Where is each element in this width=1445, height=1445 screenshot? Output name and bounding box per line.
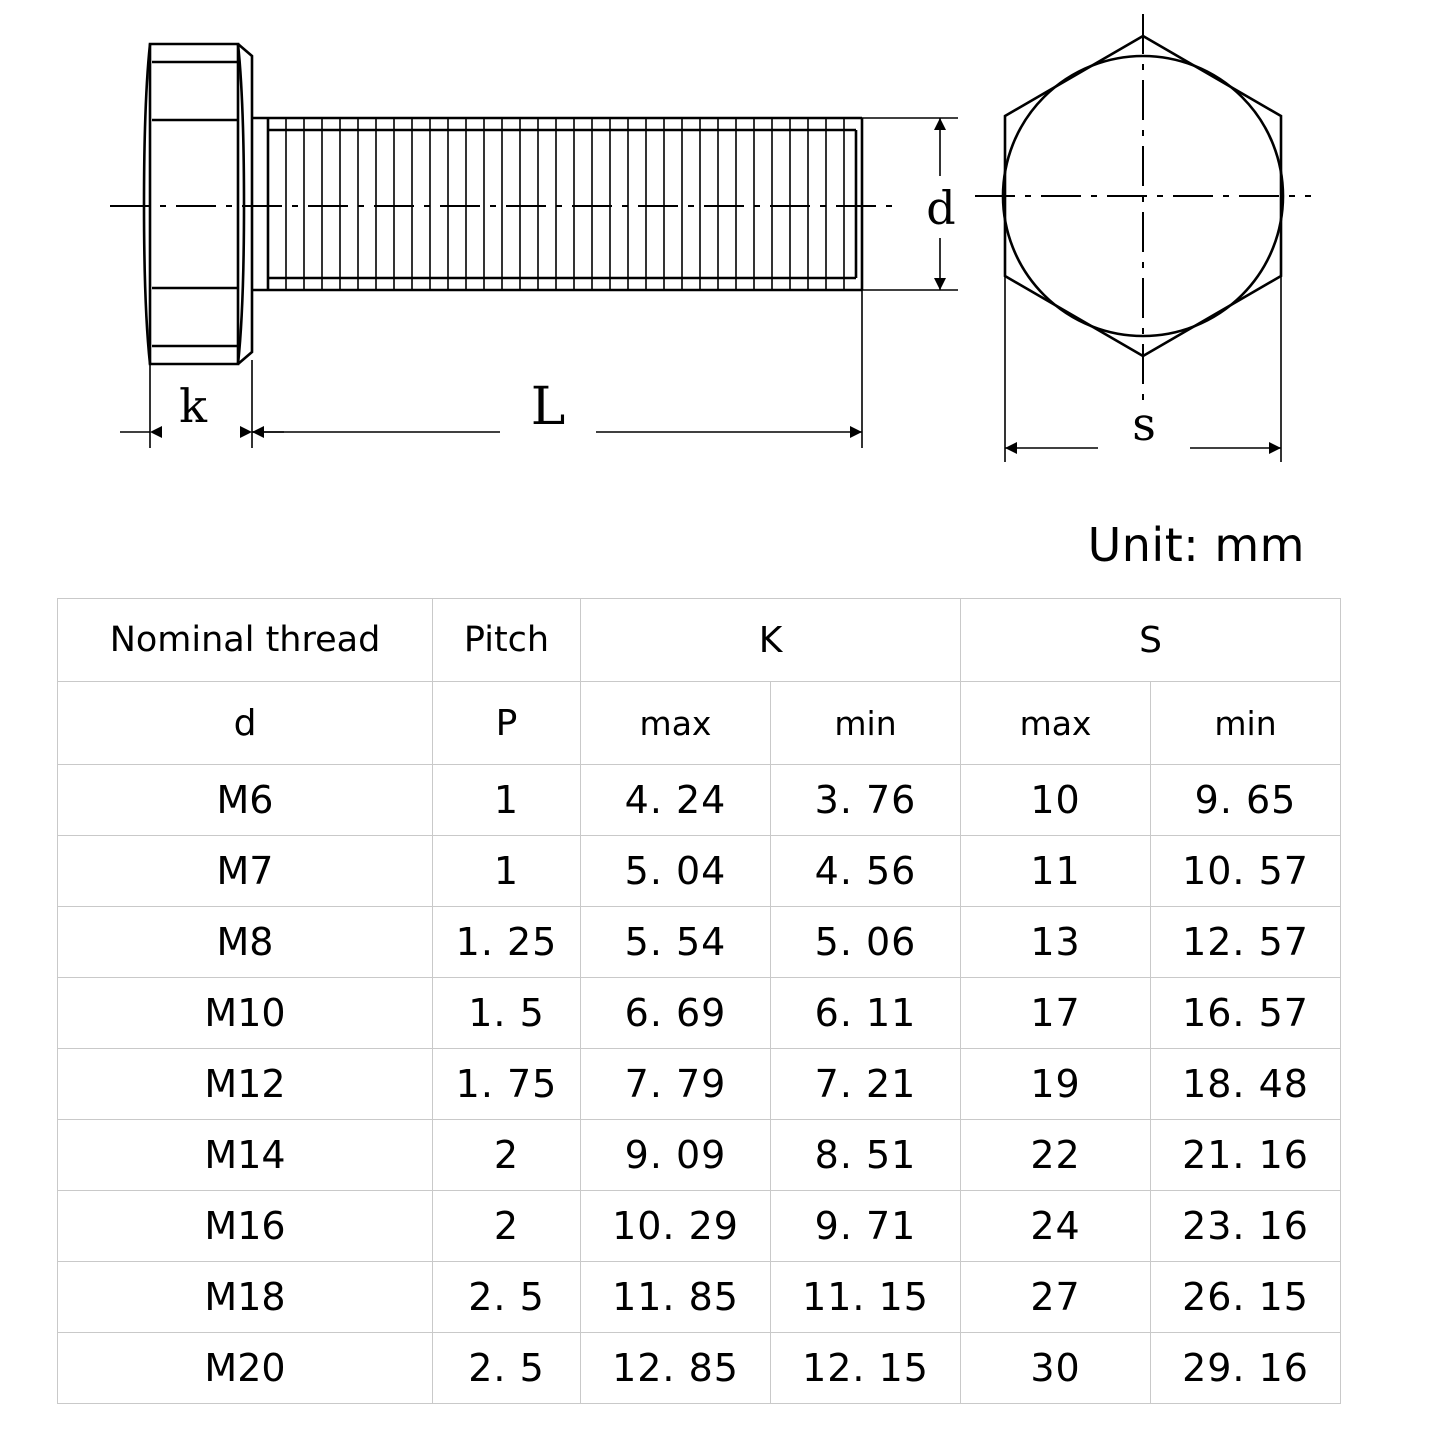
cell-pitch: 1. 5 bbox=[433, 978, 581, 1049]
cell-pitch: 2 bbox=[433, 1120, 581, 1191]
cell-s-min: 23. 16 bbox=[1151, 1191, 1341, 1262]
header-s-min: min bbox=[1151, 682, 1341, 765]
header-k-min: min bbox=[771, 682, 961, 765]
cell-k-min: 7. 21 bbox=[771, 1049, 961, 1120]
cell-k-max: 5. 04 bbox=[581, 836, 771, 907]
cell-k-max: 6. 69 bbox=[581, 978, 771, 1049]
cell-s-min: 16. 57 bbox=[1151, 978, 1341, 1049]
table-row bbox=[58, 836, 1341, 907]
cell-s-max: 19 bbox=[961, 1049, 1151, 1120]
cell-s-min: 10. 57 bbox=[1151, 836, 1341, 907]
cell-s-max: 13 bbox=[961, 907, 1151, 978]
cell-s-min: 26. 15 bbox=[1151, 1262, 1341, 1333]
cell-s-max: 22 bbox=[961, 1120, 1151, 1191]
header-p: P bbox=[433, 682, 581, 765]
table-row bbox=[58, 1191, 1341, 1262]
header-s-max: max bbox=[961, 682, 1151, 765]
cell-k-min: 8. 51 bbox=[771, 1120, 961, 1191]
dimension-label-s: s bbox=[1132, 397, 1156, 451]
cell-pitch: 2. 5 bbox=[433, 1333, 581, 1404]
cell-k-max: 11. 85 bbox=[581, 1262, 771, 1333]
cell-k-min: 5. 06 bbox=[771, 907, 961, 978]
cell-pitch: 1. 75 bbox=[433, 1049, 581, 1120]
cell-thread: M6 bbox=[58, 765, 433, 836]
bolt-drawing bbox=[0, 0, 1445, 590]
header-d: d bbox=[58, 682, 433, 765]
cell-thread: M12 bbox=[58, 1049, 433, 1120]
cell-k-max: 12. 85 bbox=[581, 1333, 771, 1404]
table-row bbox=[58, 978, 1341, 1049]
cell-thread: M7 bbox=[58, 836, 433, 907]
cell-s-max: 17 bbox=[961, 978, 1151, 1049]
table-row bbox=[58, 907, 1341, 978]
header-nominal-thread: Nominal thread bbox=[58, 599, 433, 682]
table-row bbox=[58, 1049, 1341, 1120]
table-row bbox=[58, 1333, 1341, 1404]
cell-s-min: 18. 48 bbox=[1151, 1049, 1341, 1120]
dimension-label-L: L bbox=[530, 377, 566, 437]
cell-pitch: 1 bbox=[433, 765, 581, 836]
cell-s-max: 10 bbox=[961, 765, 1151, 836]
cell-s-max: 30 bbox=[961, 1333, 1151, 1404]
table-row bbox=[58, 765, 1341, 836]
header-k-max: max bbox=[581, 682, 771, 765]
cell-k-min: 3. 76 bbox=[771, 765, 961, 836]
table-header-row-bottom bbox=[58, 682, 1341, 765]
header-pitch: Pitch bbox=[433, 599, 581, 682]
cell-s-max: 11 bbox=[961, 836, 1151, 907]
table-row bbox=[58, 1120, 1341, 1191]
cell-pitch: 1. 25 bbox=[433, 907, 581, 978]
dimension-table bbox=[57, 598, 1341, 1404]
cell-pitch: 2. 5 bbox=[433, 1262, 581, 1333]
cell-s-min: 9. 65 bbox=[1151, 765, 1341, 836]
cell-k-min: 11. 15 bbox=[771, 1262, 961, 1333]
header-k: K bbox=[581, 599, 961, 682]
cell-k-min: 12. 15 bbox=[771, 1333, 961, 1404]
cell-s-max: 24 bbox=[961, 1191, 1151, 1262]
cell-k-min: 9. 71 bbox=[771, 1191, 961, 1262]
cell-thread: M16 bbox=[58, 1191, 433, 1262]
cell-pitch: 1 bbox=[433, 836, 581, 907]
header-s: S bbox=[961, 599, 1341, 682]
cell-k-min: 6. 11 bbox=[771, 978, 961, 1049]
cell-s-max: 27 bbox=[961, 1262, 1151, 1333]
cell-k-max: 9. 09 bbox=[581, 1120, 771, 1191]
cell-pitch: 2 bbox=[433, 1191, 581, 1262]
cell-thread: M18 bbox=[58, 1262, 433, 1333]
cell-thread: M10 bbox=[58, 978, 433, 1049]
table-header-row-top bbox=[58, 599, 1341, 682]
table-row bbox=[58, 1262, 1341, 1333]
unit-note: Unit: mm bbox=[1087, 518, 1305, 572]
dimension-label-k: k bbox=[179, 379, 207, 433]
dimension-label-d: d bbox=[926, 181, 956, 235]
cell-k-min: 4. 56 bbox=[771, 836, 961, 907]
cell-s-min: 21. 16 bbox=[1151, 1120, 1341, 1191]
cell-k-max: 4. 24 bbox=[581, 765, 771, 836]
cell-k-max: 5. 54 bbox=[581, 907, 771, 978]
cell-s-min: 12. 57 bbox=[1151, 907, 1341, 978]
cell-k-max: 10. 29 bbox=[581, 1191, 771, 1262]
cell-thread: M14 bbox=[58, 1120, 433, 1191]
cell-thread: M20 bbox=[58, 1333, 433, 1404]
cell-thread: M8 bbox=[58, 907, 433, 978]
cell-k-max: 7. 79 bbox=[581, 1049, 771, 1120]
cell-s-min: 29. 16 bbox=[1151, 1333, 1341, 1404]
